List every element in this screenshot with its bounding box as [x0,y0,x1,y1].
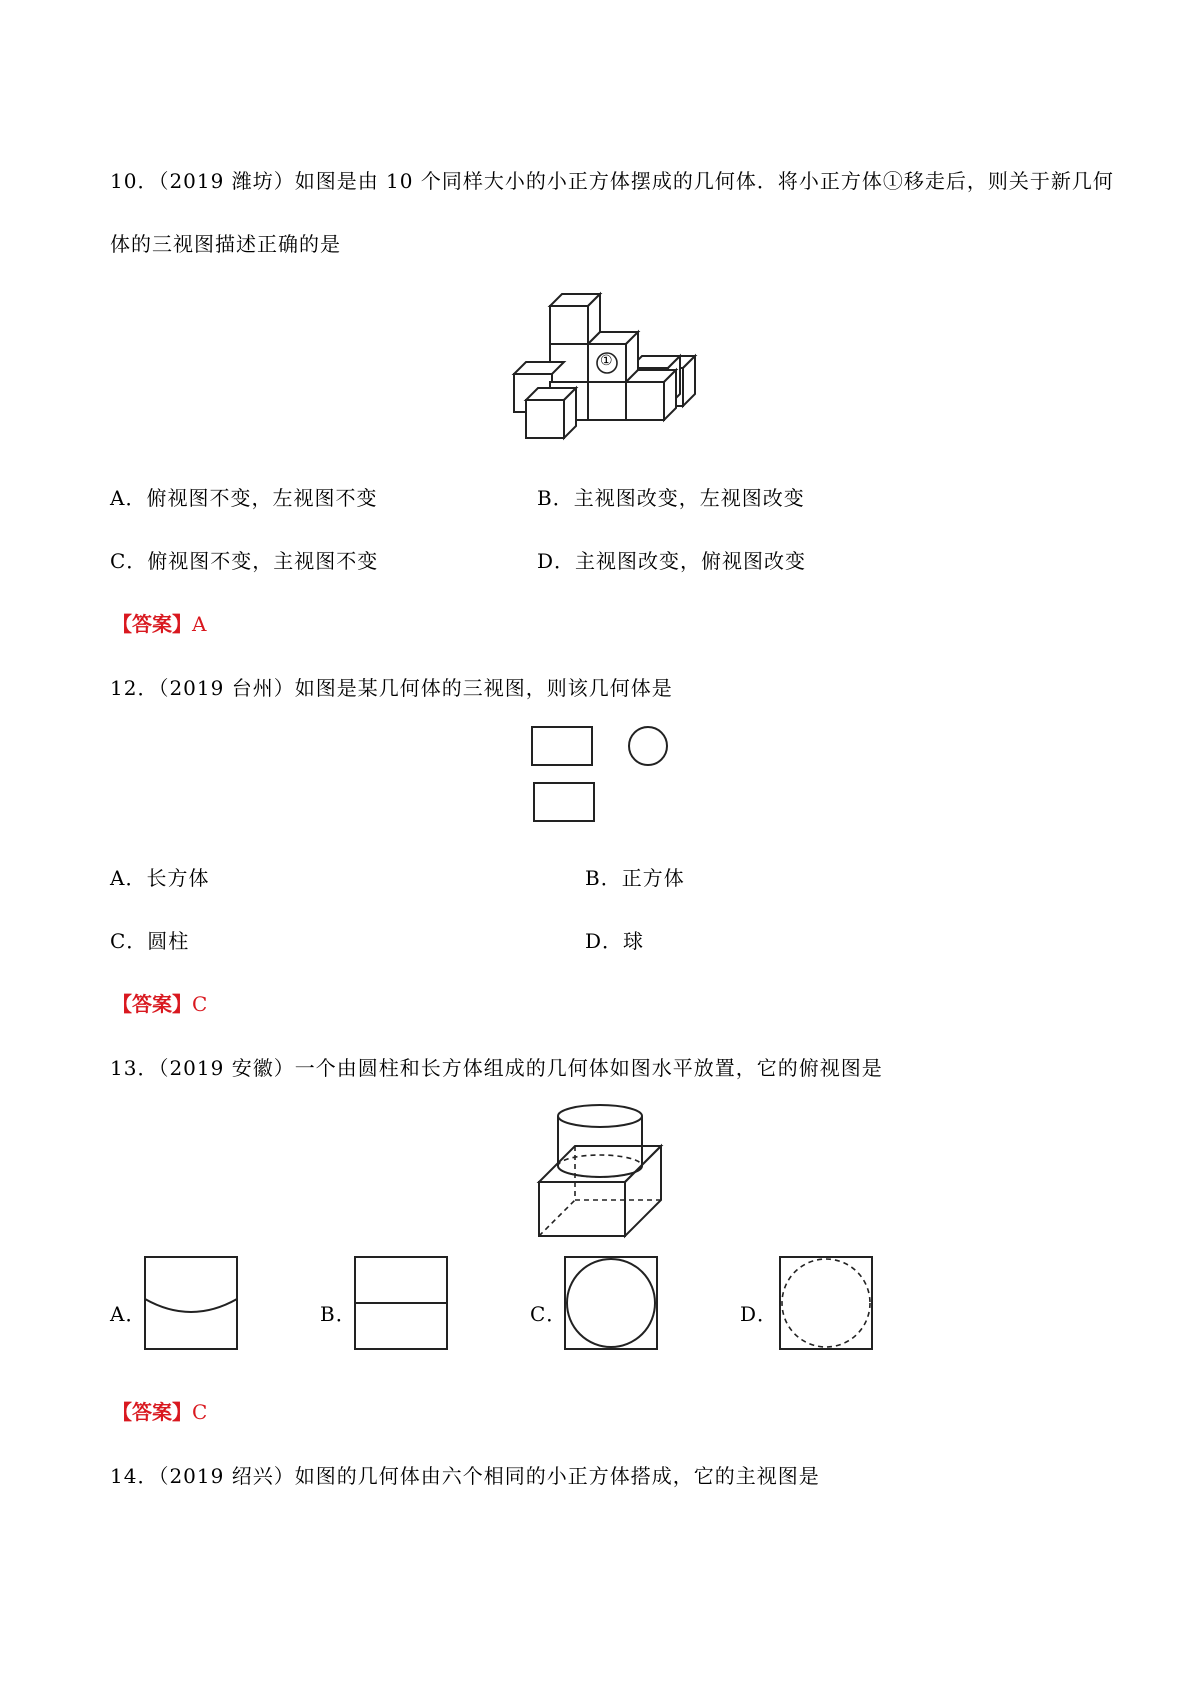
q10-option-c: C．俯视图不变，主视图不变 [110,549,379,573]
answer-value: A [192,612,207,636]
q13-option-b: B． [320,1302,357,1326]
answer-value: C [192,992,208,1016]
q12-option-c: C．圆柱 [110,929,190,953]
q10-option-b: B．主视图改变，左视图改变 [537,486,805,510]
q13-option-b-figure [353,1255,449,1351]
q10-stem-line1: 10．（2019 潍坊）如图是由 10 个同样大小的小正方体摆成的几何体．将小正方体①移走后，则关于新几何 [110,169,1114,193]
q13-option-a: A． [110,1302,147,1326]
q12-option-d: D．球 [585,929,645,953]
q12-answer [112,988,207,1017]
q13-option-c: C． [530,1302,568,1326]
answer-value: C [192,1400,208,1424]
q13-option-d: D． [740,1302,779,1326]
q10-figure-label: ① [600,353,613,369]
q13-solid-figure [535,1100,675,1240]
q12-option-b: B．正方体 [585,866,685,890]
q12-stem: 12．（2019 台州）如图是某几何体的三视图，则该几何体是 [110,676,673,700]
q12-three-views-figure [530,725,680,825]
q13-option-d-figure [778,1255,874,1351]
q13-option-c-figure [563,1255,659,1351]
q10-option-d: D．主视图改变，俯视图改变 [537,549,807,573]
q10-stem-line2: 体的三视图描述正确的是 [110,232,341,256]
answer-tag: 【答案】 [112,1400,192,1424]
q13-answer [112,1396,207,1425]
answer-tag: 【答案】 [112,612,192,636]
q10-answer [112,608,206,637]
q14-stem: 14．（2019 绍兴）如图的几何体由六个相同的小正方体搭成，它的主视图是 [110,1464,820,1488]
q12-option-a: A．长方体 [110,866,210,890]
q13-option-a-figure [143,1255,239,1351]
answer-tag: 【答案】 [112,992,192,1016]
q10-option-a: A．俯视图不变，左视图不变 [110,486,378,510]
q13-stem: 13．（2019 安徽）一个由圆柱和长方体组成的几何体如图水平放置，它的俯视图是 [110,1056,883,1080]
